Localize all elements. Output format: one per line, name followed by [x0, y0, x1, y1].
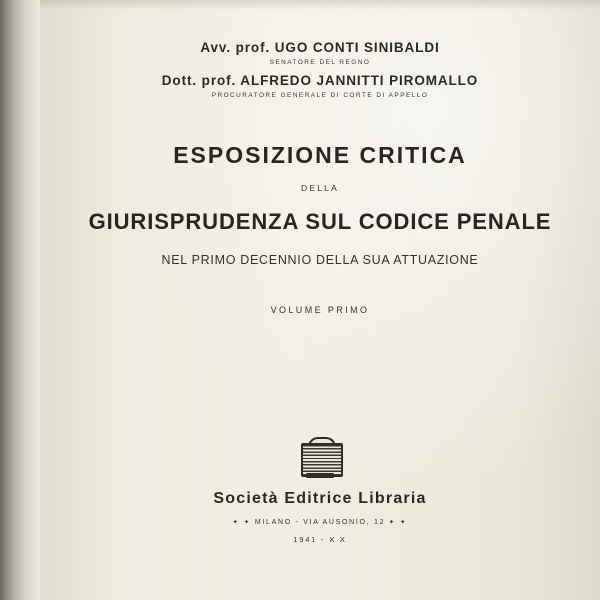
- emblem-base: [306, 473, 334, 478]
- publisher-block: [40, 490, 600, 544]
- volume-label: VOLUME PRIMO: [270, 305, 370, 315]
- title-tagline: NEL PRIMO DECENNIO DELLA SUA ATTUAZIONE: [161, 253, 479, 267]
- publisher-name: Società Editrice Libraria: [213, 490, 427, 507]
- title-block: [40, 142, 600, 267]
- ornament-right: ✦ ✦: [388, 519, 408, 526]
- subtitle: GIURISPRUDENZA SUL CODICE PENALE: [88, 209, 552, 234]
- publisher-address: MILANO - VIA AUSONIO, 12: [254, 519, 386, 526]
- title-connector: DELLA: [301, 183, 339, 193]
- page-gutter: [26, 0, 40, 600]
- paper-sheet: [40, 0, 600, 600]
- author-name-1: Avv. prof. UGO CONTI SINIBALDI: [200, 40, 440, 55]
- publication-year: 1941 - X X: [293, 535, 347, 544]
- publisher-address-line: [40, 518, 600, 526]
- emblem-frame: [301, 443, 343, 477]
- author-role-1: SENATORE DEL REGNO: [269, 58, 371, 66]
- title-page-content: [40, 0, 600, 600]
- main-title: ESPOSIZIONE CRITICA: [173, 142, 467, 168]
- ornament-left: ✦ ✦: [232, 519, 252, 526]
- authors-block: [40, 40, 600, 106]
- book-spine-shadow: [0, 0, 26, 600]
- author-name-2: Dott. prof. ALFREDO JANNITTI PIROMALLO: [161, 72, 479, 88]
- author-role-2: PROCURATORE GENERALE DI CORTE DI APPELLO: [211, 91, 429, 99]
- publisher-emblem-icon: [297, 437, 343, 479]
